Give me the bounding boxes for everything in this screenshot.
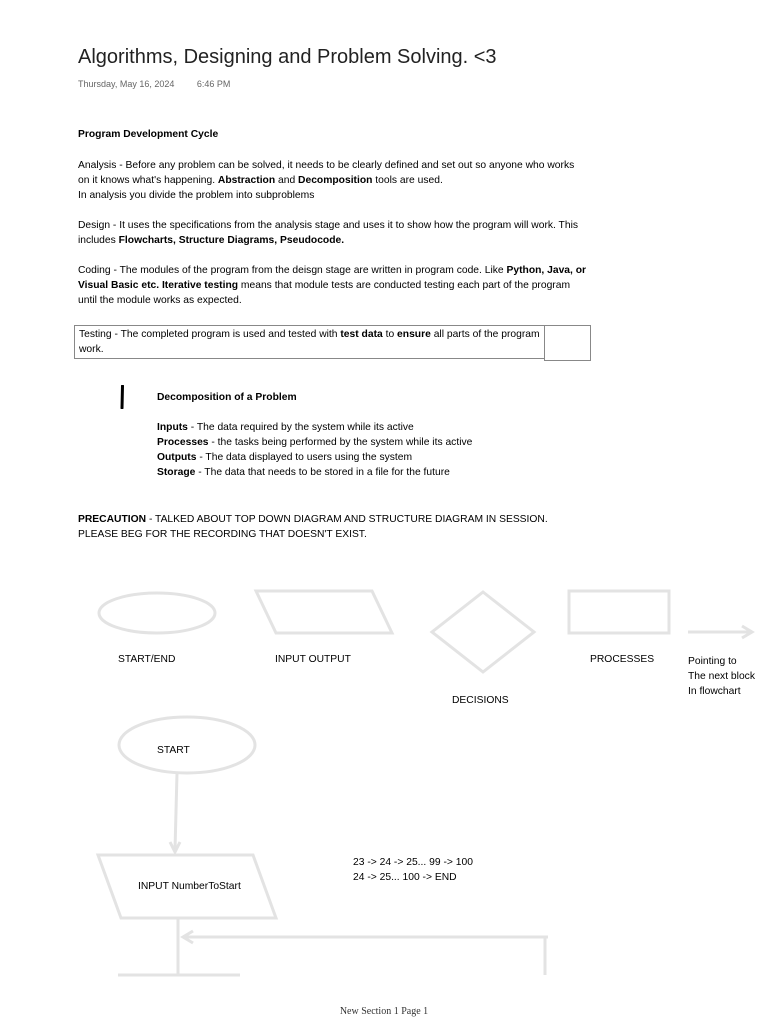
pointing-label: Pointing to The next block In flowchart [688, 656, 755, 697]
start-end-label: START/END [118, 654, 176, 665]
list-item: Outputs - The data displayed to users using the system [157, 452, 413, 463]
start-end-symbol [99, 593, 215, 633]
decomposition-heading: Decomposition of a Problem [157, 392, 297, 403]
page-date: Thursday, May 16, 2024 [78, 79, 175, 89]
input-output-label: INPUT OUTPUT [275, 654, 351, 665]
design-paragraph: Design - It uses the specifications from the analysis stage and uses it to show how the program will work. This includes Flowcharts, Structure Diagrams, Pseudocode. [78, 220, 579, 246]
process-symbol [569, 591, 669, 633]
decisions-label: DECISIONS [452, 695, 509, 706]
list-item: Inputs - The data required by the system while its active [157, 422, 414, 433]
page-title: Algorithms, Designing and Problem Solving. <3 [78, 46, 497, 68]
decision-symbol [432, 592, 534, 672]
precaution-note: PRECAUTION - TALKED ABOUT TOP DOWN DIAGRAM AND STRUCTURE DIAGRAM IN SESSION. PLEASE BEG FOR THE RECORDING THAT DOESN'T EXIST. [78, 514, 548, 540]
page-footer: New Section 1 Page 1 [339, 1006, 429, 1017]
testing-table-cell: Testing - The completed program is used and tested with test data to ensure all parts of the program work. [74, 325, 544, 359]
processes-label: PROCESSES [590, 654, 655, 665]
page-time: 6:46 PM [196, 79, 231, 89]
connector-line [175, 773, 177, 850]
input-node-label: INPUT NumberToStart [138, 881, 241, 892]
coding-paragraph: Coding - The modules of the program from the deisgn stage are written in program code. Like Python, Java, or Visual Basic etc. Iterative testing means that module tests are conducted testing each part of the program until the module works as expected. [78, 265, 587, 306]
start-node-label: START [157, 745, 190, 756]
input-output-symbol [256, 591, 392, 633]
pdc-heading: Program Development Cycle [78, 129, 219, 140]
list-item: Storage - The data that needs to be stored in a file for the future [157, 467, 450, 478]
sequence-notes: 23 -> 24 -> 25... 99 -> 100 24 -> 25... 100 -> END [353, 857, 473, 883]
list-item: Processes - the tasks being performed by the system while its active [157, 437, 473, 448]
analysis-paragraph: Analysis - Before any problem can be solved, it needs to be clearly defined and set out so anyone who works on it knows what's happening. Abstraction and Decomposition tools are used. In analysis you divide the problem into subproblems [78, 160, 575, 201]
